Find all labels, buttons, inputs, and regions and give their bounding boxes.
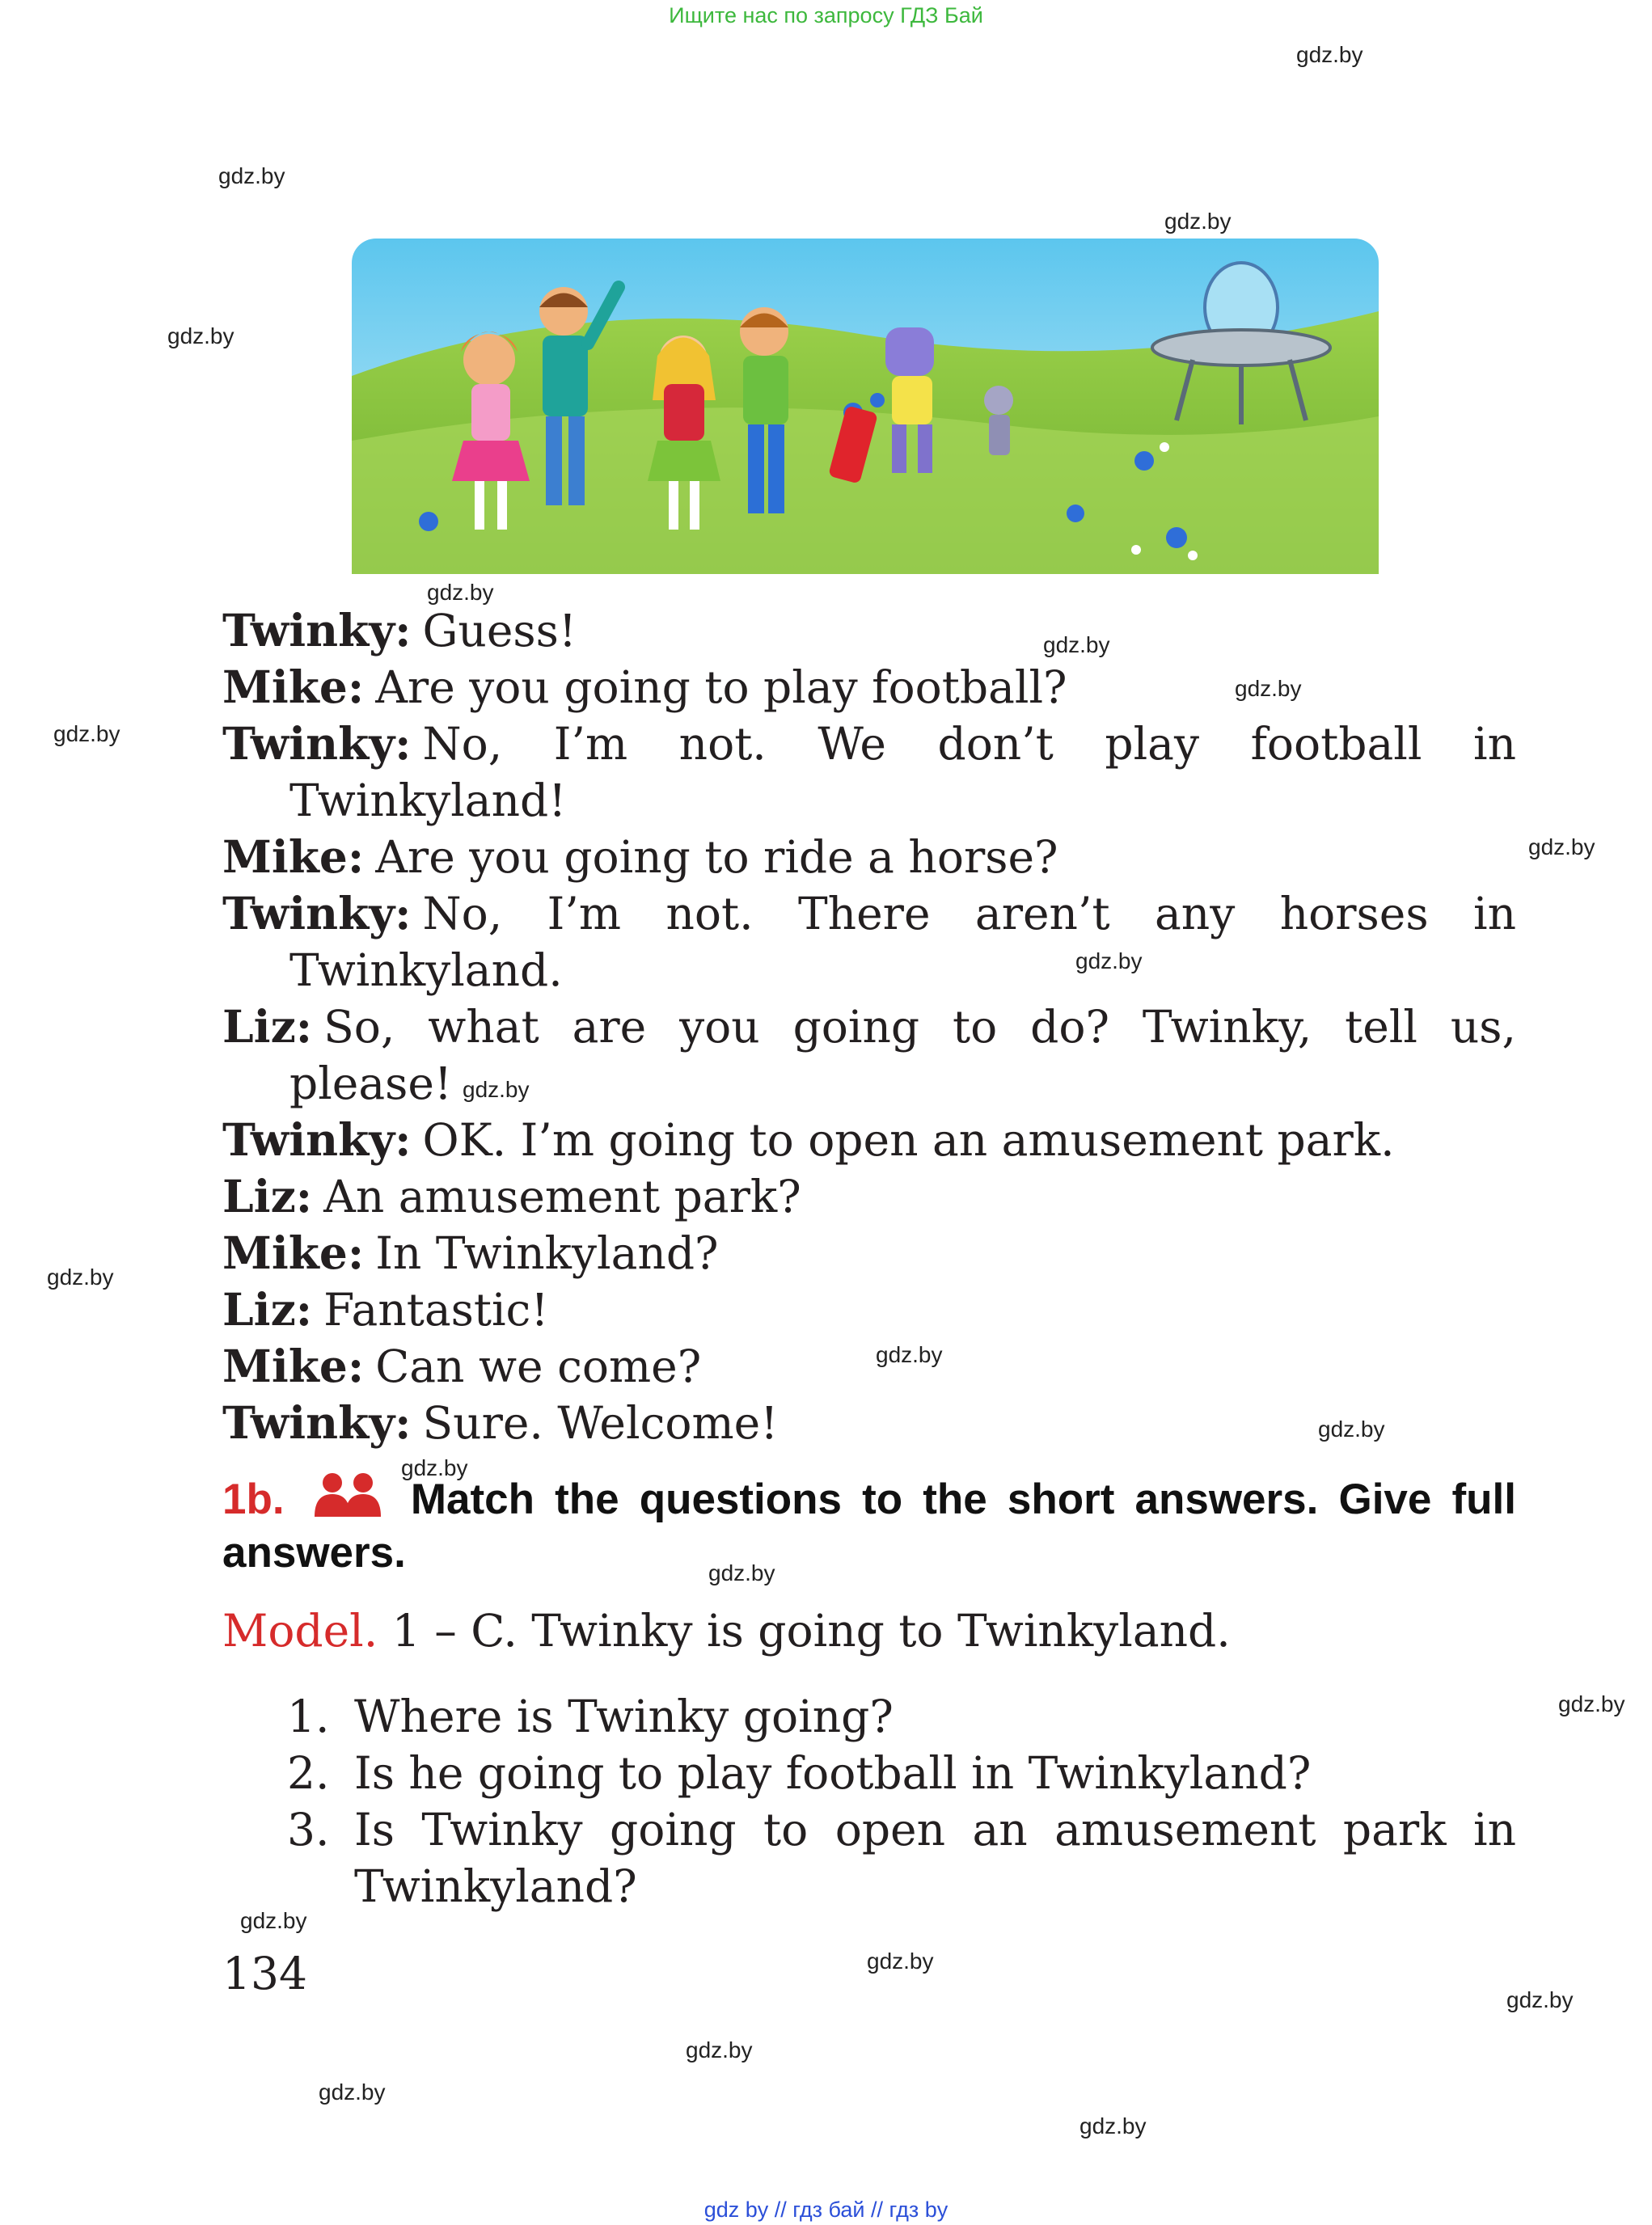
speaker: Mike: (222, 1226, 365, 1279)
question-item (287, 1688, 1516, 1745)
question-number: 1. (287, 1691, 330, 1742)
dialogue-line (222, 716, 1516, 772)
speaker: Mike: (222, 830, 365, 883)
model-line (222, 1602, 1231, 1659)
footer-links[interactable]: gdz by // гдз бай // гдз by (703, 2198, 949, 2222)
question-text: Where is Twinky going? (354, 1691, 894, 1742)
watermark: gdz.by (1075, 948, 1143, 973)
dialogue-line (222, 659, 1516, 716)
question-text: Is Twinky going to open an amusement park in (354, 1804, 1516, 1856)
dialogue-line (222, 1225, 1516, 1281)
watermark: gdz.by (1528, 834, 1595, 859)
watermark: gdz.by (1043, 632, 1110, 657)
line-text: So, what are you going to do? Twinky, tell us, (323, 1001, 1516, 1053)
question-number: 3. (287, 1804, 330, 1856)
watermark: gdz.by (1506, 1987, 1574, 2012)
task-heading (222, 1471, 1516, 1580)
question-item (287, 1801, 1516, 1858)
watermark: gdz.by (167, 323, 234, 348)
dialogue-line (222, 1395, 1516, 1451)
question-list (287, 1688, 1516, 1915)
dialogue-continuation: Twinkyland. (289, 944, 563, 996)
dialogue-line (222, 829, 1516, 885)
line-text: An amusement park? (323, 1171, 801, 1222)
dialogue-continuation: please! (289, 1058, 453, 1109)
speaker: Mike: (222, 661, 365, 713)
watermark: gdz.by (1318, 1416, 1385, 1442)
line-text: In Twinkyland? (375, 1227, 719, 1279)
question-continuation (287, 1858, 1516, 1915)
watermark: gdz.by (1080, 2113, 1147, 2138)
top-banner: Ищите нас по запросу ГДЗ Бай (669, 3, 983, 27)
watermark: gdz.by (401, 1455, 468, 1480)
page-number: 134 (222, 1948, 307, 1999)
speaker: Twinky: (222, 604, 412, 657)
dialogue-line (222, 1112, 1516, 1168)
line-text: OK. I’m going to open an amusement park. (422, 1114, 1395, 1166)
watermark: gdz.by (47, 1264, 114, 1290)
task-number: 1b. (222, 1476, 285, 1523)
speaker: Liz: (222, 1000, 313, 1053)
watermark: gdz.by (319, 2079, 386, 2105)
dialogue-line (222, 885, 1516, 942)
dialogue-continuation: Twinkyland! (289, 775, 567, 826)
speaker: Liz: (222, 1283, 313, 1336)
pair-work-icon (313, 1471, 382, 1517)
watermark: gdz.by (1296, 42, 1363, 67)
speaker: Twinky: (222, 717, 412, 770)
question-text-continued: Twinkyland? (354, 1860, 637, 1912)
line-text: Are you going to play football? (375, 661, 1067, 713)
line-text: Are you going to ride a horse? (375, 831, 1058, 883)
speaker: Twinky: (222, 1113, 412, 1166)
line-text: Sure. Welcome! (422, 1397, 779, 1449)
dialogue-line (222, 1168, 1516, 1225)
line-text: Can we come? (375, 1340, 702, 1392)
dialogue-line (222, 1338, 1516, 1395)
model-text: 1 – C. Twinky is going to Twinkyland. (391, 1605, 1231, 1657)
watermark: gdz.by (463, 1077, 530, 1102)
watermark: gdz.by (867, 1948, 934, 1974)
speaker: Twinky: (222, 887, 412, 939)
line-text: Guess! (422, 605, 577, 657)
line-text: No, I’m not. We don’t play football in (422, 718, 1516, 770)
watermark: gdz.by (686, 2037, 753, 2062)
speaker: Mike: (222, 1340, 365, 1392)
dialogue-line (222, 999, 1516, 1055)
line-text: Fantastic! (323, 1284, 549, 1336)
watermark: gdz.by (240, 1908, 307, 1933)
dialogue (222, 602, 1516, 1451)
watermark: gdz.by (1558, 1691, 1625, 1716)
watermark: gdz.by (1235, 676, 1302, 701)
speaker: Twinky: (222, 1396, 412, 1449)
dialogue-line (222, 1281, 1516, 1338)
watermark: gdz.by (876, 1342, 943, 1367)
task-instruction: Match the questions to the short answers. Give full answers. (222, 1476, 1516, 1577)
watermark: gdz.by (427, 580, 494, 605)
question-item (287, 1745, 1516, 1801)
model-label: Model. (222, 1605, 378, 1657)
question-number: 2. (287, 1747, 330, 1799)
line-text: No, I’m not. There aren’t any horses in (422, 888, 1516, 939)
dialogue-line (222, 602, 1516, 659)
watermark: gdz.by (53, 721, 120, 746)
watermark: gdz.by (218, 163, 285, 188)
scene-illustration (352, 239, 1379, 574)
watermark: gdz.by (1164, 209, 1232, 234)
speaker: Liz: (222, 1170, 313, 1222)
question-text: Is he going to play football in Twinkyland? (354, 1747, 1312, 1799)
watermark: gdz.by (708, 1560, 775, 1585)
